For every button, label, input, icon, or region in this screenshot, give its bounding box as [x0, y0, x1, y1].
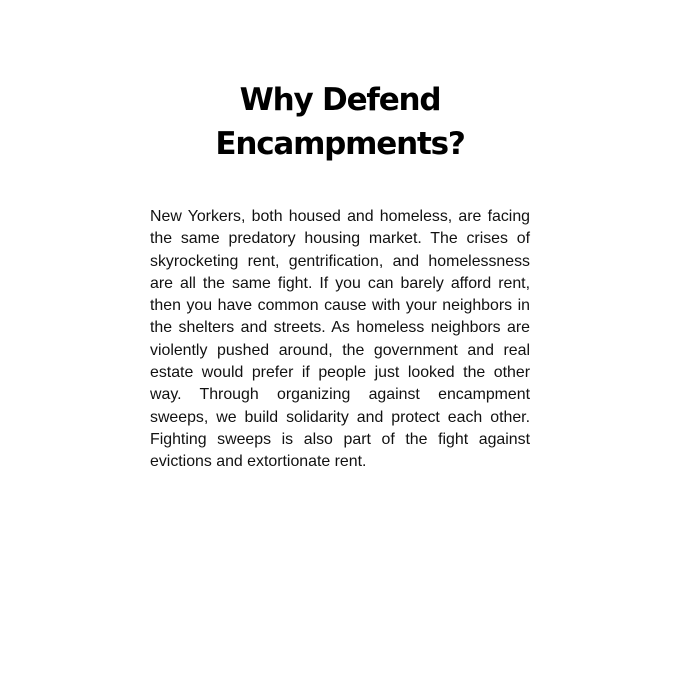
page-title-line-2: Encampments? [215, 126, 465, 162]
page-title [140, 78, 540, 166]
body-paragraph: New Yorkers, both housed and homeless, are facing the same predatory housing market. The crises of skyrocketing rent, gentrification, and homelessness are all the same fight. If you can barely afford rent, then you have common cause with your neighbors in the shelters and streets. As homeless neighbors are violently pushed around, the government and real estate would prefer if people just looked the other way. Through organizing against encampment sweeps, we build solidarity and protect each other. Fighting sweeps is also part of the fight against evictions and extortionate rent. [150, 208, 530, 471]
page-title-line-1: Why Defend [239, 82, 441, 118]
